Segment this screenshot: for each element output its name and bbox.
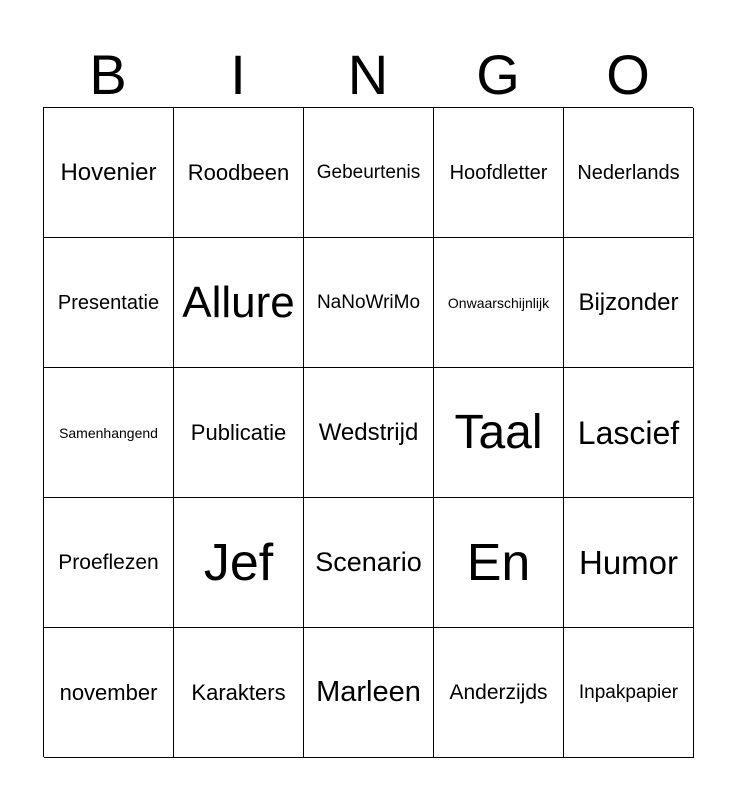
header-letter-b: B: [89, 43, 127, 106]
bingo-cell[interactable]: Humor: [564, 498, 694, 628]
bingo-cell[interactable]: NaNoWriMo: [304, 238, 434, 368]
bingo-cell[interactable]: Anderzijds: [434, 628, 564, 758]
bingo-cell[interactable]: En: [434, 498, 564, 628]
header-letter-i: I: [230, 43, 246, 106]
header-letter-o: O: [606, 43, 650, 106]
bingo-cell[interactable]: Gebeurtenis: [304, 108, 434, 238]
bingo-cell[interactable]: Hoofdletter: [434, 108, 564, 238]
bingo-cell[interactable]: Proeflezen: [44, 498, 174, 628]
bingo-cell[interactable]: Lascief: [564, 368, 694, 498]
bingo-header: [43, 44, 693, 106]
header-letter-g: G: [476, 43, 520, 106]
bingo-cell[interactable]: Samenhangend: [44, 368, 174, 498]
bingo-cell[interactable]: Nederlands: [564, 108, 694, 238]
bingo-cell[interactable]: Roodbeen: [174, 108, 304, 238]
bingo-cell[interactable]: Scenario: [304, 498, 434, 628]
bingo-cell[interactable]: november: [44, 628, 174, 758]
bingo-cell[interactable]: Publicatie: [174, 368, 304, 498]
bingo-cell[interactable]: Presentatie: [44, 238, 174, 368]
bingo-card: [43, 107, 693, 757]
bingo-cell[interactable]: Taal: [434, 368, 564, 498]
header-letter-n: N: [347, 43, 389, 106]
bingo-cell[interactable]: Wedstrijd: [304, 368, 434, 498]
bingo-cell[interactable]: Karakters: [174, 628, 304, 758]
bingo-cell[interactable]: Onwaarschijnlijk: [434, 238, 564, 368]
bingo-cell[interactable]: Marleen: [304, 628, 434, 758]
bingo-cell[interactable]: Bijzonder: [564, 238, 694, 368]
bingo-cell[interactable]: Allure: [174, 238, 304, 368]
bingo-cell[interactable]: Hovenier: [44, 108, 174, 238]
bingo-cell[interactable]: Inpakpapier: [564, 628, 694, 758]
bingo-cell[interactable]: Jef: [174, 498, 304, 628]
